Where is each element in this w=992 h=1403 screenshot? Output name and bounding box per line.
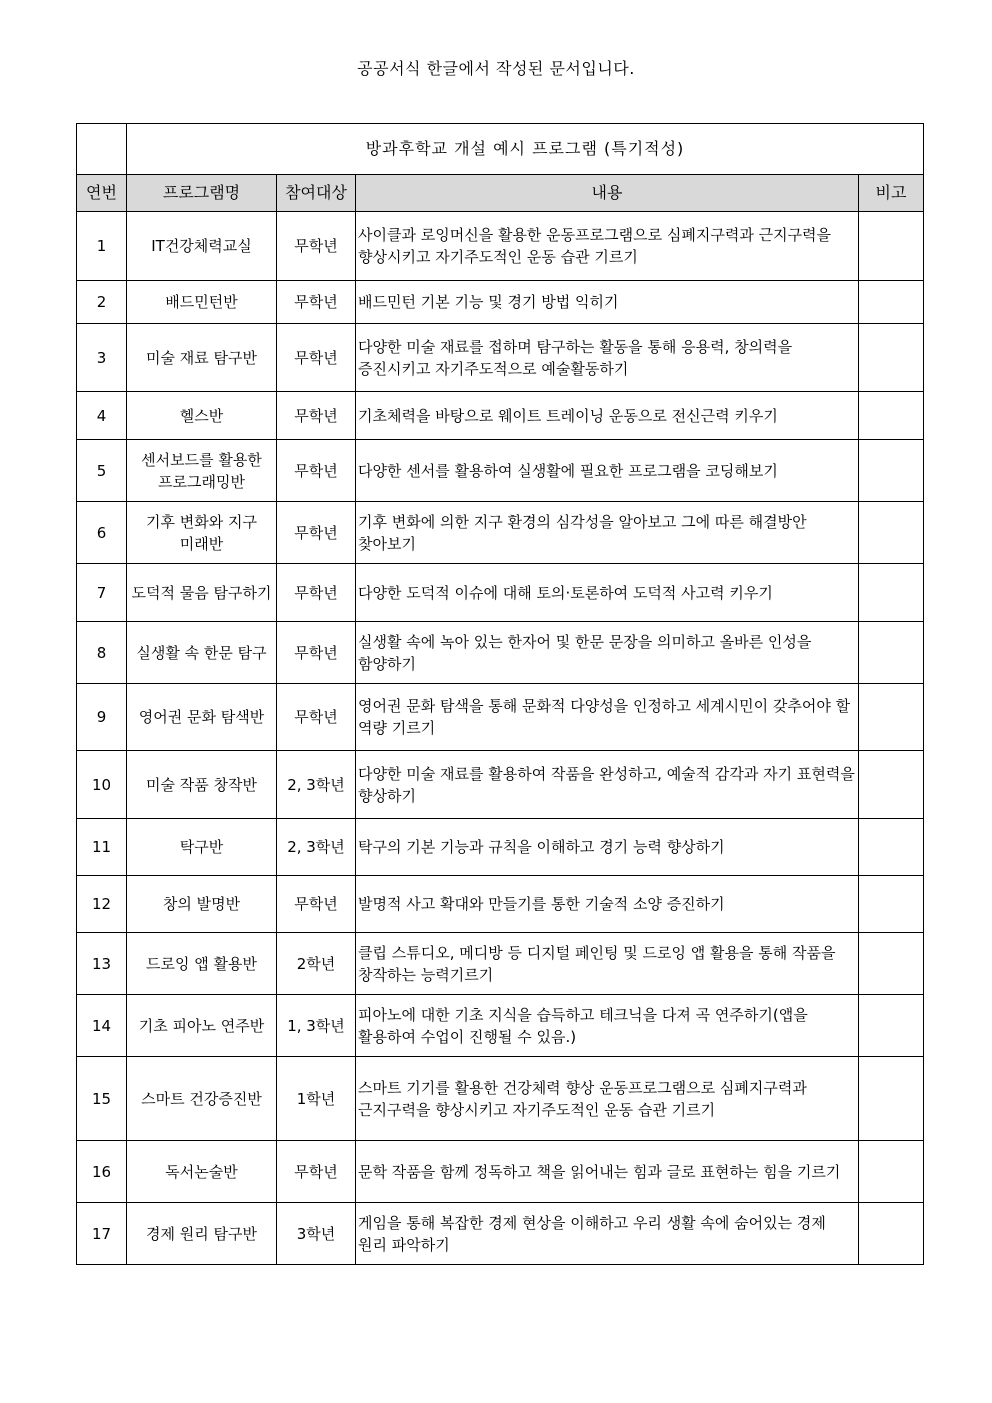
row-number: 3 [77, 324, 127, 392]
table-row [77, 933, 924, 995]
program-content: 다양한 센서를 활용하여 실생활에 필요한 프로그램을 코딩해보기 [356, 440, 859, 502]
program-content: 발명적 사고 확대와 만들기를 통한 기술적 소양 증진하기 [356, 876, 859, 933]
program-note [859, 281, 924, 324]
row-number: 12 [77, 876, 127, 933]
table-row [77, 622, 924, 684]
program-note [859, 819, 924, 876]
row-number: 6 [77, 502, 127, 564]
participant-target: 무학년 [277, 622, 356, 684]
program-note [859, 1141, 924, 1203]
table-row [77, 876, 924, 933]
program-name: 창의 발명반 [127, 876, 277, 933]
table-row [77, 751, 924, 819]
program-note [859, 622, 924, 684]
row-number: 8 [77, 622, 127, 684]
program-note [859, 876, 924, 933]
program-content: 기후 변화에 의한 지구 환경의 심각성을 알아보고 그에 따른 해결방안 찾아보기 [356, 502, 859, 564]
table-row [77, 995, 924, 1057]
row-number: 9 [77, 684, 127, 751]
program-content: 다양한 미술 재료를 활용하여 작품을 완성하고, 예술적 감각과 자기 표현력을 향상하기 [356, 751, 859, 819]
table-row [77, 392, 924, 440]
table-row [77, 684, 924, 751]
row-number: 16 [77, 1141, 127, 1203]
table-title: 방과후학교 개설 예시 프로그램 (특기적성) [127, 124, 924, 175]
program-name: IT건강체력교실 [127, 212, 277, 281]
program-content: 다양한 도덕적 이슈에 대해 토의·토론하여 도덕적 사고력 키우기 [356, 564, 859, 622]
program-content: 피아노에 대한 기초 지식을 습득하고 테크닉을 다져 곡 연주하기(앱을 활용하여 수업이 진행될 수 있음.) [356, 995, 859, 1057]
row-number: 11 [77, 819, 127, 876]
program-name: 기후 변화와 지구 미래반 [127, 502, 277, 564]
program-name: 탁구반 [127, 819, 277, 876]
program-content: 사이클과 로잉머신을 활용한 운동프로그램으로 심폐지구력과 근지구력을 향상시키고 자기주도적인 운동 습관 기르기 [356, 212, 859, 281]
table-title-row [77, 124, 924, 175]
table-row [77, 1057, 924, 1141]
program-name: 센서보드를 활용한 프로그래밍반 [127, 440, 277, 502]
row-number: 1 [77, 212, 127, 281]
table-row [77, 212, 924, 281]
program-note [859, 995, 924, 1057]
participant-target: 2학년 [277, 933, 356, 995]
participant-target: 1학년 [277, 1057, 356, 1141]
column-header-target: 참여대상 [277, 175, 356, 212]
program-note [859, 684, 924, 751]
program-name: 드로잉 앱 활용반 [127, 933, 277, 995]
page-header-note: 공공서식 한글에서 작성된 문서입니다. [357, 59, 635, 78]
table-row [77, 819, 924, 876]
row-number: 5 [77, 440, 127, 502]
program-content: 문학 작품을 함께 정독하고 책을 읽어내는 힘과 글로 표현하는 힘을 기르기 [356, 1141, 859, 1203]
table-row [77, 564, 924, 622]
table-row [77, 440, 924, 502]
program-note [859, 933, 924, 995]
row-number: 17 [77, 1203, 127, 1265]
program-content: 스마트 기기를 활용한 건강체력 향상 운동프로그램으로 심폐지구력과 근지구력을 향상시키고 자기주도적인 운동 습관 기르기 [356, 1057, 859, 1141]
program-content: 게임을 통해 복잡한 경제 현상을 이해하고 우리 생활 속에 숨어있는 경제 원리 파악하기 [356, 1203, 859, 1265]
program-note [859, 212, 924, 281]
participant-target: 무학년 [277, 392, 356, 440]
table-row [77, 1203, 924, 1265]
table-row [77, 324, 924, 392]
row-number: 10 [77, 751, 127, 819]
title-corner-cell [77, 124, 127, 175]
participant-target: 2, 3학년 [277, 819, 356, 876]
program-name: 헬스반 [127, 392, 277, 440]
program-name: 기초 피아노 연주반 [127, 995, 277, 1057]
program-name: 미술 재료 탐구반 [127, 324, 277, 392]
column-header-content: 내용 [356, 175, 859, 212]
table-header-row [77, 175, 924, 212]
program-content: 배드민턴 기본 기능 및 경기 방법 익히기 [356, 281, 859, 324]
program-note [859, 751, 924, 819]
program-name: 독서논술반 [127, 1141, 277, 1203]
program-name: 경제 원리 탐구반 [127, 1203, 277, 1265]
program-note [859, 564, 924, 622]
participant-target: 무학년 [277, 324, 356, 392]
row-number: 7 [77, 564, 127, 622]
participant-target: 무학년 [277, 502, 356, 564]
program-name: 스마트 건강증진반 [127, 1057, 277, 1141]
program-name: 영어권 문화 탐색반 [127, 684, 277, 751]
program-note [859, 324, 924, 392]
program-content: 탁구의 기본 기능과 규칙을 이해하고 경기 능력 향상하기 [356, 819, 859, 876]
participant-target: 3학년 [277, 1203, 356, 1265]
table-row [77, 502, 924, 564]
table-row [77, 281, 924, 324]
program-content: 기초체력을 바탕으로 웨이트 트레이닝 운동으로 전신근력 키우기 [356, 392, 859, 440]
program-content: 영어권 문화 탐색을 통해 문화적 다양성을 인정하고 세계시민이 갖추어야 할 역량 기르기 [356, 684, 859, 751]
program-note [859, 1057, 924, 1141]
participant-target: 무학년 [277, 212, 356, 281]
table-row [77, 1141, 924, 1203]
program-content: 다양한 미술 재료를 접하며 탐구하는 활동을 통해 응용력, 창의력을 증진시키고 자기주도적으로 예술활동하기 [356, 324, 859, 392]
program-name: 실생활 속 한문 탐구 [127, 622, 277, 684]
program-note [859, 440, 924, 502]
participant-target: 무학년 [277, 281, 356, 324]
participant-target: 무학년 [277, 564, 356, 622]
participant-target: 2, 3학년 [277, 751, 356, 819]
column-header-program: 프로그램명 [127, 175, 277, 212]
program-note [859, 392, 924, 440]
participant-target: 1, 3학년 [277, 995, 356, 1057]
participant-target: 무학년 [277, 876, 356, 933]
program-note [859, 1203, 924, 1265]
participant-target: 무학년 [277, 440, 356, 502]
row-number: 14 [77, 995, 127, 1057]
row-number: 4 [77, 392, 127, 440]
participant-target: 무학년 [277, 1141, 356, 1203]
program-name: 배드민턴반 [127, 281, 277, 324]
program-table [76, 123, 924, 1265]
program-content: 클립 스튜디오, 메디방 등 디지털 페인팅 및 드로잉 앱 활용을 통해 작품을 창작하는 능력기르기 [356, 933, 859, 995]
program-note [859, 502, 924, 564]
row-number: 15 [77, 1057, 127, 1141]
row-number: 2 [77, 281, 127, 324]
column-header-note: 비고 [859, 175, 924, 212]
participant-target: 무학년 [277, 684, 356, 751]
program-content: 실생활 속에 녹아 있는 한자어 및 한문 문장을 의미하고 올바른 인성을 함양하기 [356, 622, 859, 684]
program-name: 도덕적 물음 탐구하기 [127, 564, 277, 622]
program-name: 미술 작품 창작반 [127, 751, 277, 819]
column-header-no: 연번 [77, 175, 127, 212]
row-number: 13 [77, 933, 127, 995]
